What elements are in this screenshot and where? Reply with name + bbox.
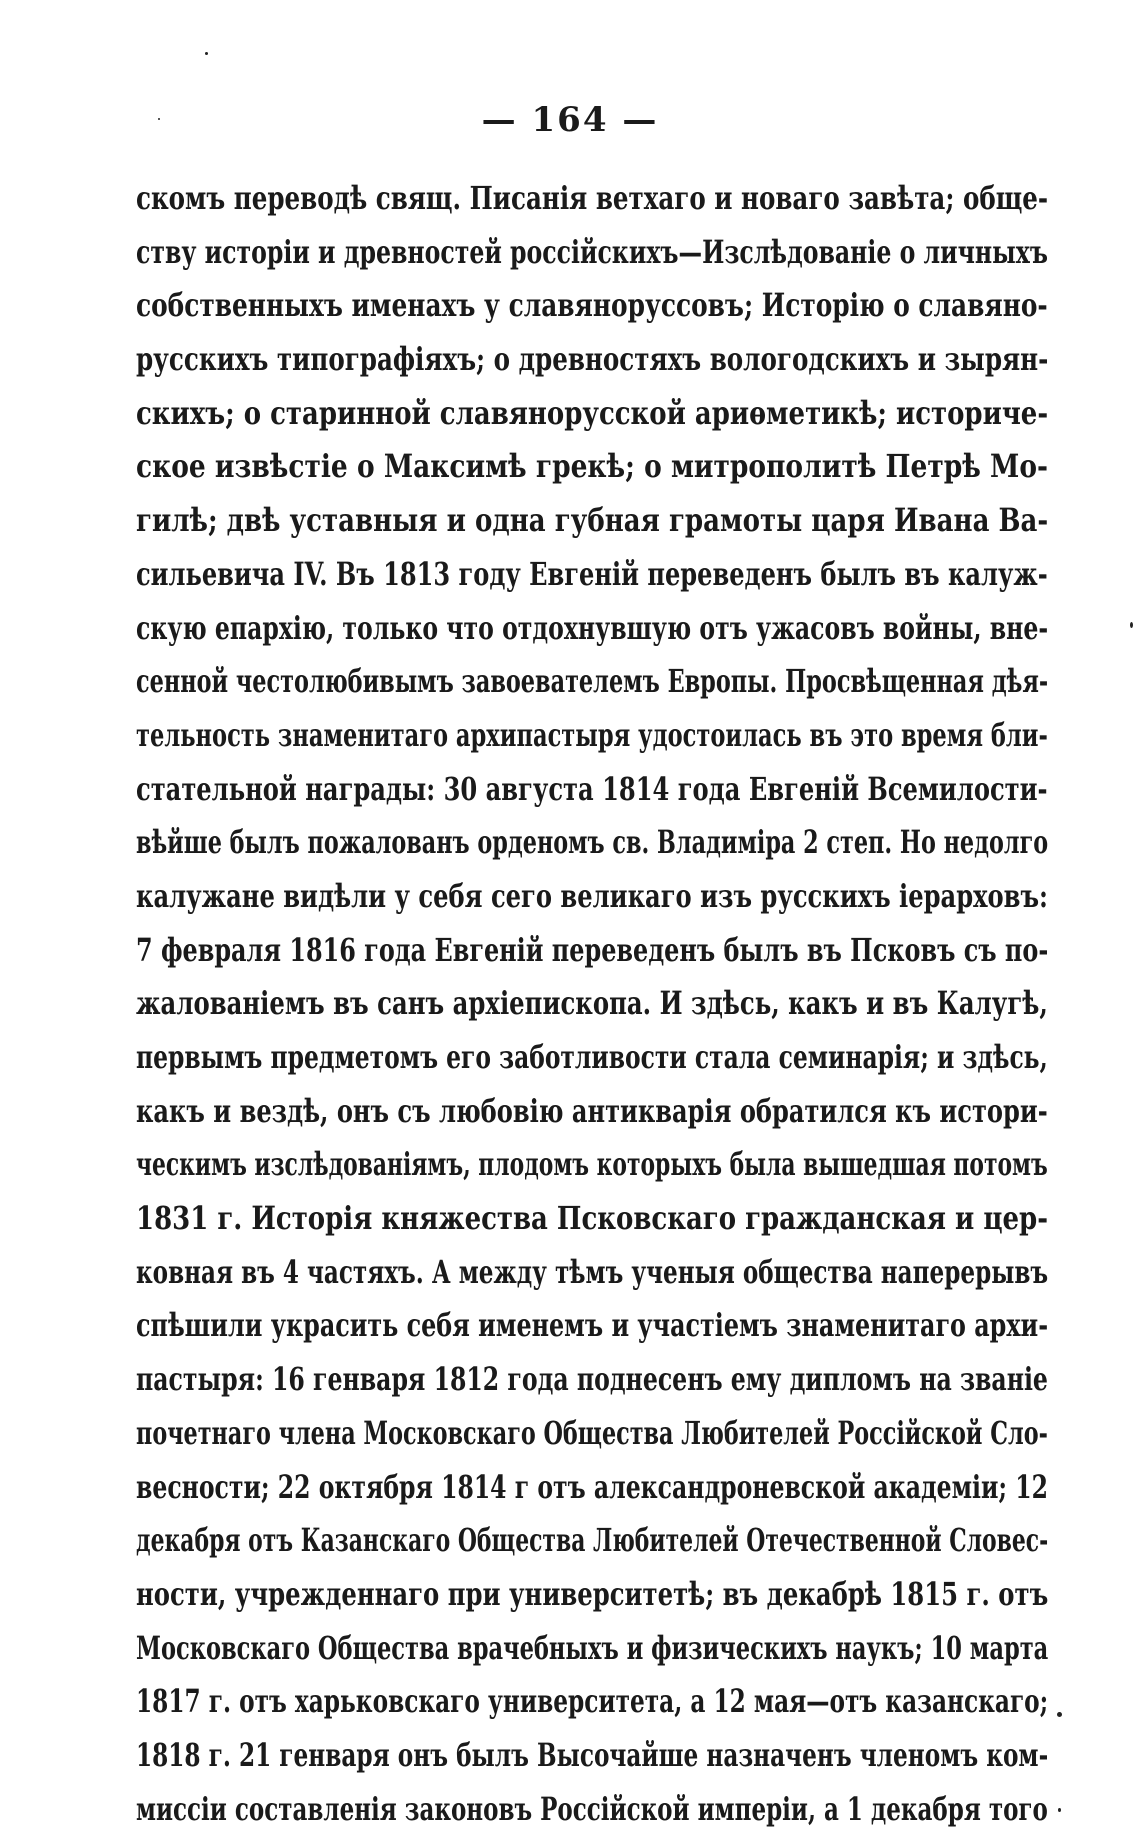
text-line: калужане видѣли у себя сего великаго изъ русскихъ іерарховъ: — [136, 877, 1048, 915]
text-line: 1817 г. отъ харьковскаго университета, а 12 мая—отъ казанскаго; — [136, 1683, 1049, 1721]
text-line: тельность знаменитаго архипастыря удостоилась въ это время бли- — [136, 716, 1048, 754]
text-line: весности; 22 октября 1814 г отъ александроневской академіи; 12 — [136, 1468, 1049, 1506]
text-line: спѣшили украсить себя именемъ и участіемъ знаменитаго архи- — [136, 1307, 1049, 1345]
text-line: ству исторіи и древностей россійскихъ—Изслѣдованіе о личныхъ — [136, 233, 1048, 271]
scan-speck — [205, 52, 208, 55]
text-line: жалованіемъ въ санъ архіепископа. И здѣсь, какъ и въ Калугѣ, — [136, 985, 1048, 1023]
text-line: русскихъ типографіяхъ; о древностяхъ вологодскихъ и зырян- — [136, 341, 1049, 379]
text-line: ковная въ 4 частяхъ. А между тѣмъ ученыя общества наперерывъ — [136, 1253, 1049, 1291]
text-line: Московскаго Общества врачебныхъ и физическихъ наукъ; 10 марта — [136, 1629, 1049, 1667]
scan-speck — [1057, 1712, 1062, 1717]
text-line: декабря отъ Казанскаго Общества Любителей Отечественной Словес- — [136, 1522, 1049, 1560]
scan-speck — [1130, 622, 1133, 628]
text-line: стательной награды: 30 августа 1814 года Евгеній Всемилости- — [136, 770, 1048, 808]
text-line: сильевича IV. Въ 1813 году Евгеній переведенъ былъ въ калуж- — [136, 555, 1048, 593]
text-line: собственныхъ именахъ у славяноруссовъ; Исторію о славяно- — [136, 287, 1048, 325]
text-line: сенной честолюбивымъ завоевателемъ Европы. Просвѣщенная дѣя- — [136, 663, 1049, 701]
text-line: 1818 г. 21 генваря онъ былъ Высочайше назначенъ членомъ ком- — [136, 1736, 1049, 1774]
scan-speck — [1058, 1808, 1061, 1812]
text-line: пастыря: 16 генваря 1812 года поднесенъ ему дипломъ на званіе — [136, 1361, 1048, 1399]
text-line: почетнаго члена Московскаго Общества Любителей Россійской Сло- — [136, 1414, 1048, 1452]
text-line: миссіи составленія законовъ Россійской имперіи, а 1 декабря того — [136, 1790, 1048, 1828]
text-line: гилѣ; двѣ уставныя и одна губная грамоты царя Ивана Ва- — [136, 502, 1049, 540]
text-line: ческимъ изслѣдованіямъ, плодомъ которыхъ была вышедшая потомъ — [136, 1146, 1048, 1184]
page-number: — 164 — — [481, 100, 659, 140]
text-line: ности, учрежденнаго при университетѣ; въ декабрѣ 1815 г. отъ — [136, 1575, 1049, 1613]
text-line: 7 февраля 1816 года Евгеній переведенъ былъ въ Псковъ съ по- — [136, 931, 1049, 969]
text-line: скую епархію, только что отдохнувшую отъ ужасовъ войны, вне- — [136, 609, 1049, 647]
body-text — [136, 172, 1048, 1828]
text-line: первымъ предметомъ его заботливости стала семинарія; и здѣсь, — [136, 1039, 1048, 1076]
text-line: какъ и вездѣ, онъ съ любовію антикварія обратился къ истори- — [136, 1092, 1048, 1130]
text-line: скихъ; о старинной славянорусской ариѳметикѣ; историче- — [136, 394, 1049, 432]
text-line: скомъ переводѣ свящ. Писанія ветхаго и новаго завѣта; обще- — [136, 180, 1049, 217]
text-line: вѣйше былъ пожалованъ орденомъ св. Владиміра 2 степ. Но недолго — [136, 824, 1049, 862]
scan-speck — [158, 118, 160, 120]
text-line: 1831 г. Исторія княжества Псковскаго гражданская и цер- — [136, 1200, 1048, 1238]
text-line: ское извѣстіе о Максимѣ грекѣ; о митрополитѣ Петрѣ Мо- — [136, 448, 1048, 486]
